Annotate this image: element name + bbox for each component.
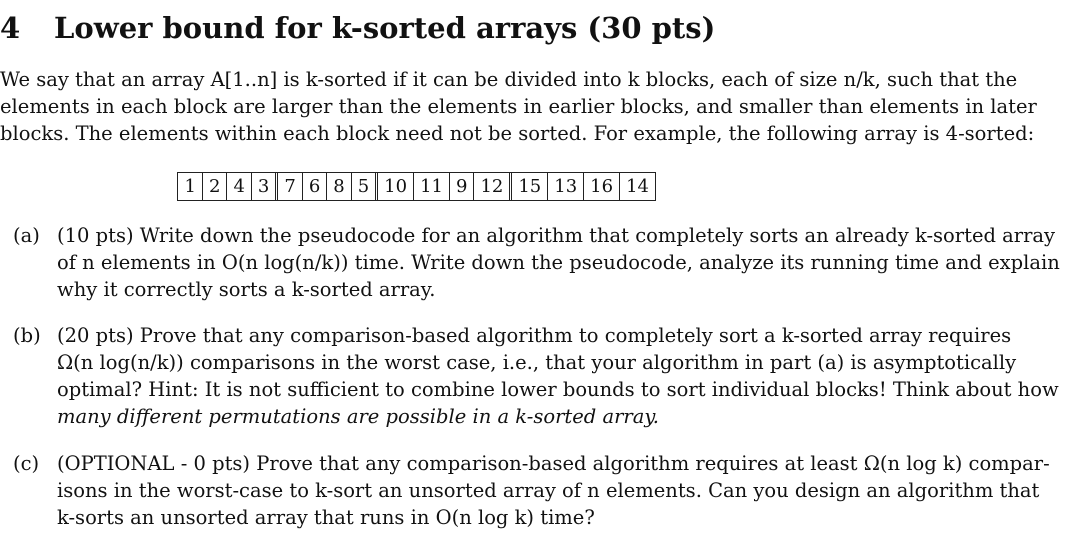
array-cell: 13: [547, 173, 583, 200]
array-cell: 12: [473, 173, 509, 200]
part-b-text: [57, 322, 1065, 430]
part-line: k-sorts an unsorted array that runs in O(n log k) time?: [57, 506, 595, 529]
intro-line: elements in each block are larger than the elements in earlier blocks, and smaller than elements in later: [0, 95, 1037, 118]
array-cell: 9: [449, 173, 473, 200]
intro-paragraph: [0, 66, 1066, 147]
part-a-label: (a): [13, 224, 40, 247]
array-cell: 11: [413, 173, 449, 200]
example-array-table: [177, 172, 656, 201]
section-number: 4: [0, 11, 21, 45]
intro-line: blocks. The elements within each block need not be sorted. For example, the following array is 4-sorted:: [0, 122, 1035, 145]
part-line: (10 pts) Write down the pseudocode for an algorithm that completely sorts an already k-sorted array: [57, 224, 1056, 247]
array-cell: 14: [619, 173, 655, 200]
array-cell: 3: [251, 173, 275, 200]
part-line: (20 pts) Prove that any comparison-based algorithm to completely sort a k-sorted array requires: [57, 324, 1012, 347]
array-cell: 8: [326, 173, 350, 200]
part-line: Ω(n log(n/k)) comparisons in the worst case, i.e., that your algorithm in part (a) is asymptotically: [57, 351, 1017, 374]
array-cell: 5: [351, 173, 375, 200]
part-line: of n elements in O(n log(n/k)) time. Write down the pseudocode, analyze its running time and explain: [57, 251, 1060, 274]
section-heading: [0, 6, 1080, 50]
array-cell: 1: [184, 176, 196, 197]
part-line: (OPTIONAL - 0 pts) Prove that any comparison-based algorithm requires at least Ω(n log k) compar-: [57, 452, 1050, 475]
array-cell: 7: [275, 173, 301, 200]
part-b-label: (b): [13, 324, 41, 347]
array-cell: 15: [509, 173, 547, 200]
section-title: Lower bound for k-sorted arrays (30 pts): [54, 11, 716, 45]
part-c-label: (c): [13, 452, 40, 475]
part-c-text: [57, 450, 1065, 531]
part-line: why it correctly sorts a k-sorted array.: [57, 278, 436, 301]
array-cell: 6: [302, 173, 326, 200]
part-a-text: [57, 222, 1065, 303]
part-line: many different permutations are possible in a k-sorted array.: [57, 405, 659, 428]
array-cell: 16: [583, 173, 619, 200]
intro-line: We say that an array A[1..n] is k-sorted if it can be divided into k blocks, each of size n/k, such that the: [0, 68, 1018, 91]
array-cell: 4: [226, 173, 250, 200]
array-cell: 2: [202, 173, 226, 200]
array-cell: 10: [375, 173, 413, 200]
part-line: optimal? Hint: It is not sufficient to combine lower bounds to sort individual blocks! Think about how: [57, 378, 1059, 401]
part-line: isons in the worst-case to k-sort an unsorted array of n elements. Can you design an algorithm that: [57, 479, 1040, 502]
